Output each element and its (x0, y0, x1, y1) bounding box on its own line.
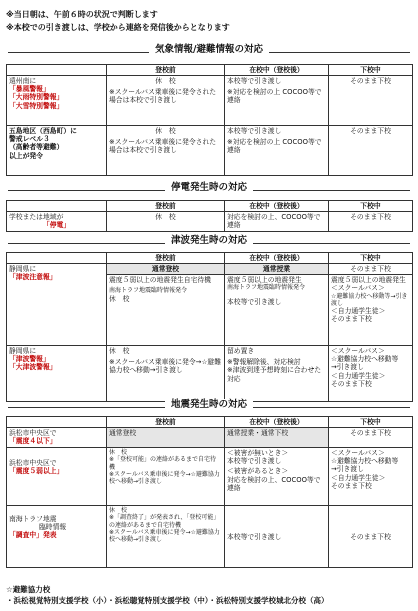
cell-during: 留め置き ※警報解除後、対応検討 ※津波到達予想時刻に合わせた対応 (225, 346, 329, 402)
table-row (7, 76, 413, 126)
cell-before: 休 校 ※「調査終了」が発表され、「登校可能」の連絡があるまで自宅待機 ※スクールバス乗車後に発令→☆避難協力校へ移動→引き渡し (107, 506, 225, 568)
footer-schools: ・浜松視覚特別支援学校（小）・浜松聴覚特別支援学校（中）・浜松特別支援学校城北分校（高） (6, 596, 329, 605)
footer (6, 584, 329, 606)
row-label: 学校または地域が 「停電」 (7, 212, 107, 232)
cell-after: そのまま下校 (329, 126, 413, 176)
cell-during: 通常授業・通常下校 (225, 428, 329, 448)
table-row (7, 448, 413, 506)
notes (6, 8, 230, 34)
table-row (7, 264, 413, 346)
cell-during: 本校等で引き渡し ※対応を検討の上 COCOO等で連絡 (225, 126, 329, 176)
header-empty (7, 253, 107, 264)
row-label: 静岡県に 「津波注意報」 (7, 264, 107, 346)
cell-before: 休 校 ※スクールバス乗車後に発令された場合は本校で引き渡し (107, 76, 225, 126)
note-1: ※当日朝は、午前６時の状況で判断します (6, 10, 158, 19)
cell-after: ＜スクールバス＞ ☆避難協力校へ移動等 →引き渡し ＜自力通学生徒＞ そのまま下校 (329, 346, 413, 402)
weather-table (6, 64, 413, 176)
header-during: 在校中（登校後） (225, 253, 329, 264)
header-before: 登校前 (107, 253, 225, 264)
header-after: 下校中 (329, 65, 413, 76)
cell-before: 休 校 ※「登校可能」の連絡があるまで自宅待機 ※スクールバス乗車後に発令→☆避難協力校へ移動→引き渡し (107, 448, 225, 506)
tsunami-table (6, 252, 413, 402)
row-label: 南海トラフ地震 臨時情報 「調査中」発表 (7, 506, 107, 568)
table-row (7, 428, 413, 448)
cell-before: 通常登校 (107, 428, 225, 448)
table-row (7, 212, 413, 232)
cell-after: そのまま下校 (329, 212, 413, 232)
header-empty (7, 65, 107, 76)
cell-during: 対応を検討の上、COCOO等で連絡 (225, 212, 329, 232)
header-after: 下校中 (329, 417, 413, 428)
table-row (7, 346, 413, 402)
cell-before: 通常登校 震度５弱以上の地震発生自宅待機 南海トラフ地震臨時情報発令 休 校 (107, 264, 225, 346)
cell-during: ＜被害が無いとき＞ 本校等で引き渡し ＜被害があるとき＞ 対応を検討の上、COCOO等で連絡 (225, 448, 329, 506)
header-during: 在校中（登校後） (225, 201, 329, 212)
tsunami-title: 津波発生時の対応 (0, 235, 418, 246)
cell-after: そのまま下校 (329, 76, 413, 126)
cell-during: 本校等で引き渡し ※対応を検討の上 COCOO等で連絡 (225, 76, 329, 126)
row-label: 浜松市中央区で 「震度４以下」 (7, 428, 107, 448)
cell-before: 休 校 ※スクールバス乗車後に発令→☆避難協力校へ移動→引き渡し (107, 346, 225, 402)
header-after: 下校中 (329, 201, 413, 212)
cell-after: そのまま下校 (329, 506, 413, 568)
power-table (6, 200, 413, 232)
weather-title: 気象情報/避難情報の対応 (0, 44, 418, 55)
cell-before: 休 校 ※スクールバス乗車後に発令された場合は本校で引き渡し (107, 126, 225, 176)
cell-during: 本校等で引き渡し (225, 506, 329, 568)
cell-after: そのまま下校 震度５弱以上の地震発生 ＜スクールバス＞ ☆避難協力校へ移動等→引き渡し ＜自力通学生徒＞ そのまま下校 (329, 264, 413, 346)
cell-before: 休 校 (107, 212, 225, 232)
note-2: ※本校での引き渡しは、学校から連絡を発信後からとなります (6, 23, 230, 32)
quake-table (6, 416, 413, 568)
header-empty (7, 201, 107, 212)
row-label: 静岡県に 「津波警報」 「大津波警報」 (7, 346, 107, 402)
header-empty (7, 417, 107, 428)
header-during: 在校中（登校後） (225, 65, 329, 76)
header-before: 登校前 (107, 65, 225, 76)
row-label: 浜松市中央区で 「震度５弱以上」 (7, 448, 107, 506)
row-label: 遠州南に 「暴風警報」 「大雨特別警報」 「大雪特別警報」 (7, 76, 107, 126)
table-row (7, 126, 413, 176)
footer-title: ☆避難協力校 (6, 585, 51, 594)
cell-after: ＜スクールバス＞ ☆避難協力校へ移動等 →引き渡し ＜自力通学生徒＞ そのまま下校 (329, 448, 413, 506)
header-before: 登校前 (107, 417, 225, 428)
header-before: 登校前 (107, 201, 225, 212)
cell-during: 通常授業 震度５弱以上の地震発生 南海トラフ地震臨時情報発令 本校等で引き渡し (225, 264, 329, 346)
power-title: 停電発生時の対応 (0, 182, 418, 193)
cell-after: そのまま下校 (329, 428, 413, 448)
table-row (7, 506, 413, 568)
header-after: 下校中 (329, 253, 413, 264)
quake-title: 地震発生時の対応 (0, 399, 418, 410)
row-label: 五島地区（西島町）に 警戒レベル３ （高齢者等避難） 以上が発令 (7, 126, 107, 176)
header-during: 在校中（登校後） (225, 417, 329, 428)
